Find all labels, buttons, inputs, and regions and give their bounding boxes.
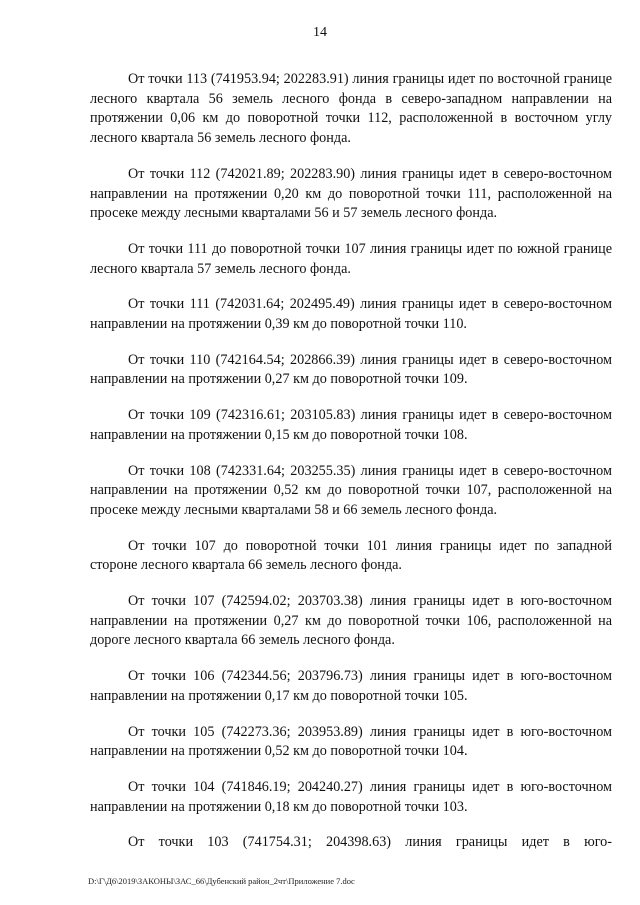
paragraph-5: От точки 110 (742164.54; 202866.39) линия границы идет в северо-восточном направлении на протяжении 0,27 км до поворотной точки 109. (90, 351, 612, 388)
paragraph-1: От точки 113 (741953.94; 202283.91) линия границы идет по восточной границе лесного квартала 56 земель лесного фонда в северо-западном направлении на протяжении 0,06 км до поворотной точки 112, расположенной в восточном углу лесного квартала 56 земель лесного фонда. (90, 71, 612, 147)
paragraph-12: От точки 104 (741846.19; 204240.27) линия границы идет в юго-восточном направлении на протяжении 0,18 км до поворотной точки 103. (90, 778, 612, 815)
paragraph-13: От точки 103 (741754.31; 204398.63) линия границы идет в юго- (128, 834, 612, 851)
body-text (90, 70, 612, 869)
paragraph-11: От точки 105 (742273.36; 203953.89) линия границы идет в юго-восточном направлении на протяжении 0,52 км до поворотной точки 104. (90, 723, 612, 760)
paragraph-4: От точки 111 (742031.64; 202495.49) линия границы идет в северо-восточном направлении на протяжении 0,39 км до поворотной точки 110. (90, 296, 612, 333)
paragraph-7: От точки 108 (742331.64; 203255.35) линия границы идет в северо-восточном направлении на протяжении 0,52 км до поворотной точки 107, расположенной на просеке между лесными кварталами 58 и 66 земель лесного фонда. (90, 462, 612, 518)
footer-file-path: D:\Г\Д6\2019\ЗАКОНЫ\ЗАС_66\Дубенский район_2чт\Приложение 7.doc (88, 876, 355, 886)
page-number: 14 (313, 25, 327, 40)
paragraph-2: От точки 112 (742021.89; 202283.90) линия границы идет в северо-восточном направлении на протяжении 0,20 км до поворотной точки 111, расположенной на просеке между лесными кварталами 56 и 57 земель лесного фонда. (90, 165, 612, 222)
paragraph-6: От точки 109 (742316.61; 203105.83) линия границы идет в северо-восточном направлении на протяжении 0,15 км до поворотной точки 108. (90, 407, 612, 443)
paragraph-8: От точки 107 до поворотной точки 101 линия границы идет по западной стороне лесного квартала 66 земель лесного фонда. (90, 537, 612, 574)
paragraph-3: От точки 111 до поворотной точки 107 линия границы идет по южной границе лесного квартала 57 земель лесного фонда. (90, 240, 612, 277)
paragraph-10: От точки 106 (742344.56; 203796.73) линия границы идет в юго-восточном направлении на протяжении 0,17 км до поворотной точки 105. (90, 668, 612, 704)
paragraph-9: От точки 107 (742594.02; 203703.38) линия границы идет в юго-восточном направлении на протяжении 0,27 км до поворотной точки 106, расположенной на дороге лесного квартала 66 земель лесного фонда. (90, 593, 612, 649)
